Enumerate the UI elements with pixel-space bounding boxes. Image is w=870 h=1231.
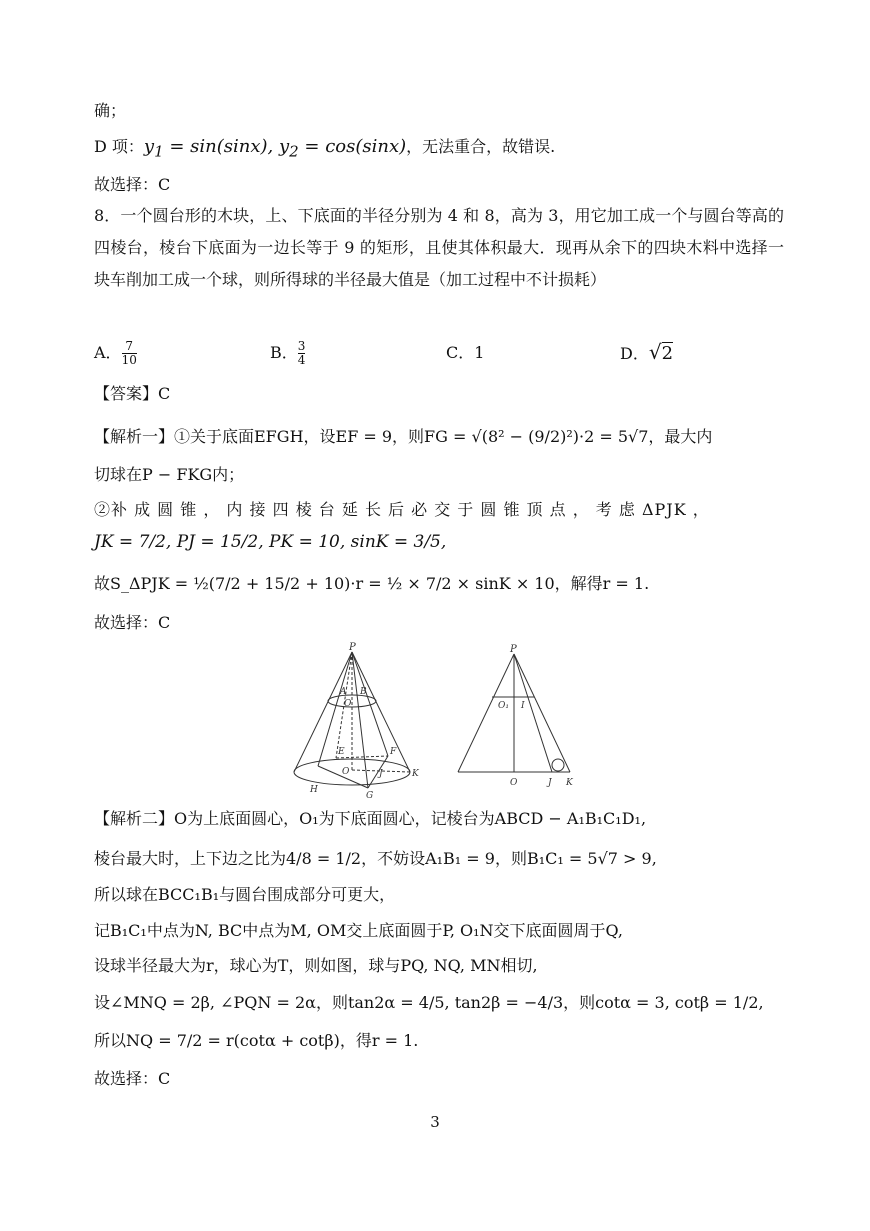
question-8: 8．一个圆台形的木块，上、下底面的半径分别为 4 和 8，高为 3，用它加工成一个与圆台等高的四棱台，棱台下底面为一边长等于 9 的矩形，且使其体积最大．现再从余下的四块木料中选择一块车削加工成一个球，则所得球的半径最大值是（加工过程中不计损耗） [94, 206, 784, 289]
svg-text:F: F [390, 747, 397, 757]
label-p-left: P [349, 642, 356, 653]
solution-1-e: 故S_ΔPJK = ½(7/2 + 15/2 + 10)·r = ½ × 7/2 × sinK × 10，解得r = 1. [94, 574, 650, 593]
line-d-item: D 项：$y_1 = \sin(\sin x)$, $y_2 = \cos(\sin x)$，无法重合，故错误. [94, 136, 556, 161]
choice-d: D．√2 [620, 340, 674, 364]
line-1: 确； [94, 101, 127, 120]
solution-1-b: 切球在P − FKG内； [94, 465, 245, 484]
choice-b: B． $\frac{3}{4}$ [270, 339, 306, 367]
solution-1-f: 故选择：C [94, 613, 171, 632]
svg-text:O: O [342, 767, 350, 777]
solution-2-h: 故选择：C [94, 1069, 171, 1088]
svg-text:O: O [510, 778, 518, 788]
svg-text:P: P [510, 644, 517, 655]
solution-1-d: JK = 7/2, PJ = 15/2, PK = 10, sinK = 3/5, [94, 532, 447, 552]
solution-2-f: 设∠MNQ = 2β, ∠PQN = 2α，则tan2α = 4/5, tan2β = −4/3，则cotα = 3, cotβ = 1/2, [94, 993, 764, 1012]
svg-text:H: H [310, 785, 318, 795]
solution-2-b: 棱台最大时，上下边之比为4/8 = 1/2，不妨设A₁B₁ = 9，则B₁C₁ = 5√7 > 9, [94, 849, 657, 868]
svg-text:B: B [360, 687, 367, 697]
geometry-figure [286, 642, 616, 802]
svg-text:J: J [379, 769, 383, 779]
svg-text:J: J [548, 778, 552, 788]
svg-text:E: E [338, 747, 345, 757]
svg-text:I: I [521, 701, 525, 711]
svg-text:A: A [340, 687, 347, 697]
choices [94, 340, 774, 370]
svg-text:K: K [566, 778, 573, 788]
choice-c: C．1 [446, 343, 485, 362]
page-number: 3 [430, 1113, 440, 1131]
solution-2-a: 【解析二】O为上底面圆心，O₁为下底面圆心，记棱台为ABCD − A₁B₁C₁D₁, [94, 809, 647, 828]
svg-text:O: O [344, 699, 352, 709]
choice-a: A． $\frac{7}{10}$ [94, 339, 137, 367]
answer: 【答案】C [94, 384, 171, 403]
cross-section-figure [458, 644, 574, 788]
line-3: 故选择：C [94, 175, 171, 194]
solution-2-d: 记B₁C₁中点为N, BC中点为M, OM交上底面圆于P, O₁N交下底面圆周于Q, [94, 921, 623, 940]
solution-2-c: 所以球在BCC₁B₁与圆台围成部分可更大， [94, 885, 396, 904]
solution-1-c: ②补 成 圆 锥 ， 内 接 四 棱 台 延 长 后 必 交 于 圆 锥 顶 点 ， 考 虑 ΔPJK ， [94, 500, 710, 519]
solution-2-e: 设球半径最大为r，球心为T，则如图，球与PQ, NQ, MN相切, [94, 956, 538, 975]
solution-1-a: 【解析一】①关于底面EFGH，设EF = 9，则FG = √(8² − (9/2)²)·2 = 5√7，最大内 [94, 427, 713, 446]
frustum-figure [294, 642, 420, 801]
svg-text:O₁: O₁ [498, 701, 509, 711]
svg-text:G: G [366, 791, 374, 801]
solution-2-g: 所以NQ = 7/2 = r(cotα + cotβ)，得r = 1. [94, 1031, 419, 1050]
svg-text:K: K [412, 769, 419, 779]
